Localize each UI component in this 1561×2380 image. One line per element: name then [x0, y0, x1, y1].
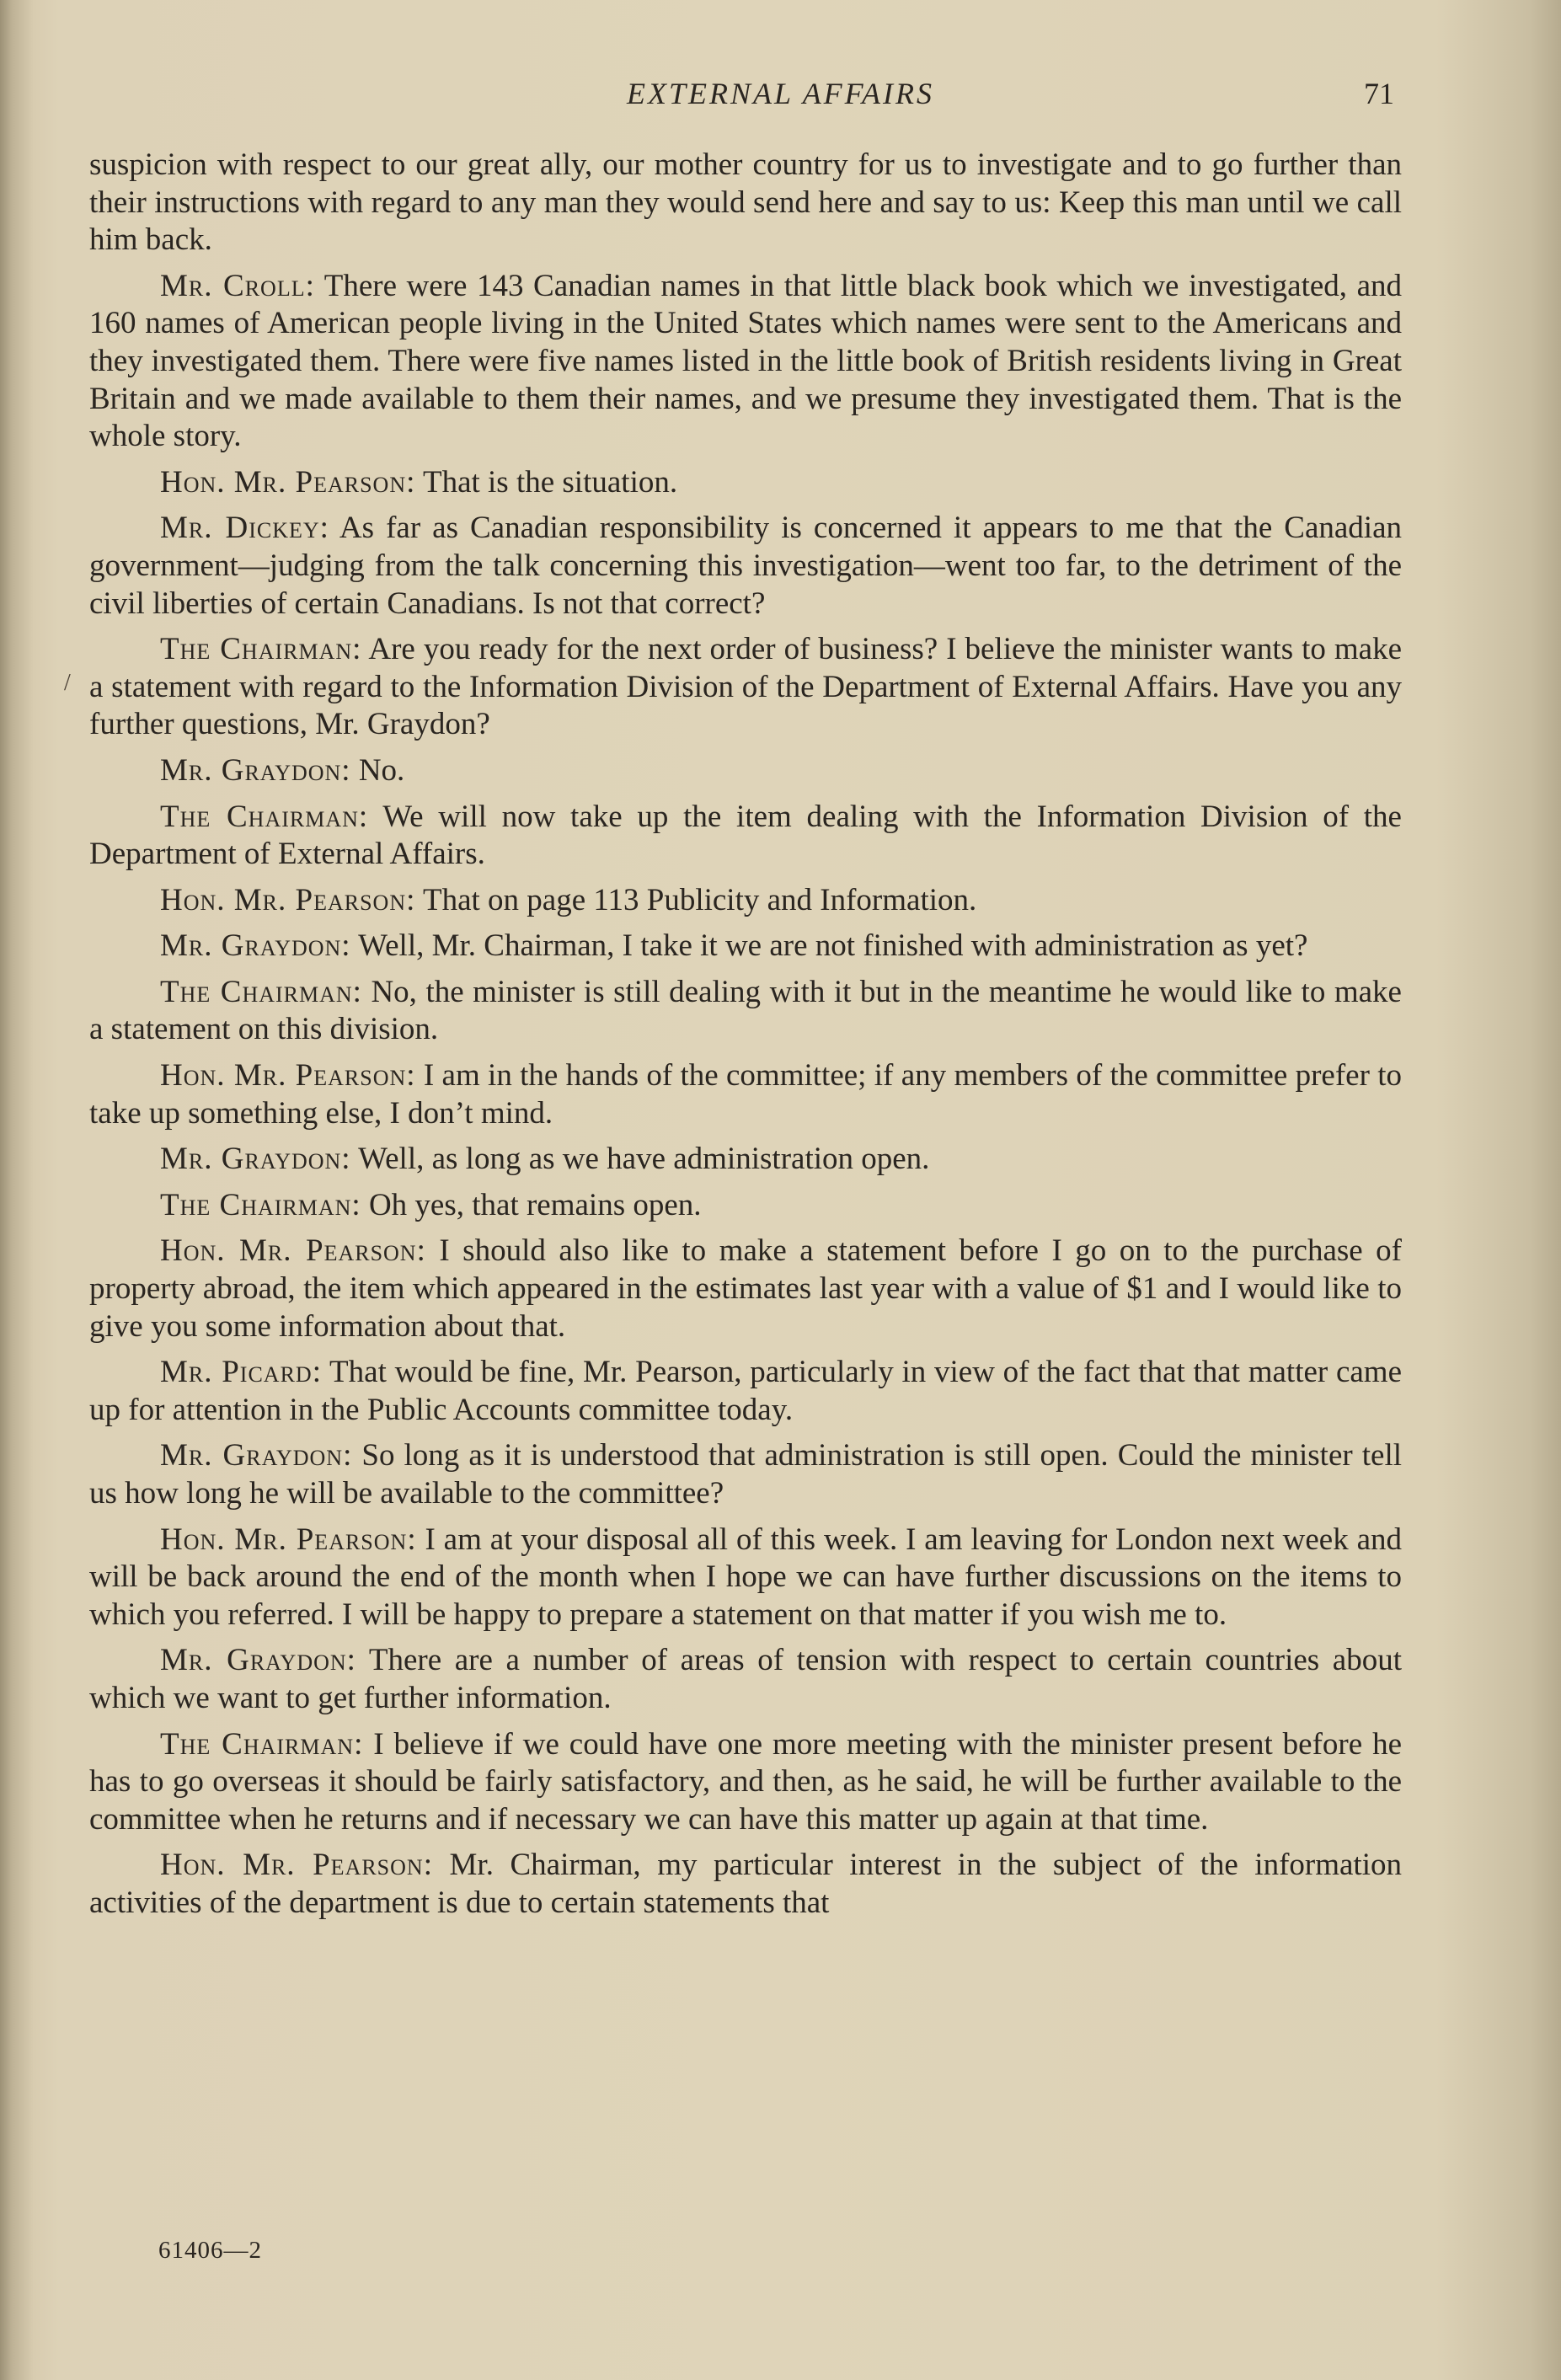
- speaker-name: The Chairman:: [160, 1187, 361, 1222]
- speaker-name: The Chairman:: [160, 632, 362, 667]
- paragraph: [89, 1642, 1402, 1717]
- speaker-name: Mr. Croll:: [160, 268, 315, 303]
- paragraph-text: We will now take up the item dealing with the Information Division of the Department of External Affairs.: [89, 799, 1402, 872]
- speaker-name: Mr. Graydon:: [160, 928, 351, 964]
- speaker-name: Mr. Graydon:: [160, 1438, 353, 1473]
- paragraph-text: As far as Canadian responsibility is concerned it appears to me that the Canadian government—judging from the talk concerning this investigation—went too far, to the detriment of the civil liberties of certain Canadians. Is not that correct?: [89, 511, 1402, 621]
- speaker-name: Hon. Mr. Pearson:: [160, 1058, 416, 1094]
- paragraph-text: I should also like to make a statement before I go on to the purchase of property abroad, the item which appeared in the estimates last year with a value of $1 and I would like to give you some information about that.: [89, 1233, 1403, 1344]
- paragraph-text: Well, as long as we have administration open.: [350, 1142, 930, 1177]
- paragraph-text: Are you ready for the next order of business? I believe the minister wants to make a statement with regard to the Information Division of the Department of External Affairs. Have you any further questions, Mr. Graydon?: [89, 632, 1402, 742]
- paragraph-text: Well, Mr. Chairman, I take it we are not finished with administration as yet?: [350, 928, 1308, 964]
- speaker-name: Hon. Mr. Pearson:: [160, 1233, 426, 1269]
- paragraph: [89, 882, 1402, 920]
- speaker-name: Hon. Mr. Pearson:: [160, 1848, 433, 1883]
- paragraph: [89, 464, 1402, 502]
- paragraph-text: There were 143 Canadian names in that little black book which we investigated, and 160 names of American people living in the United States which names were sent to the Americans and they investigated them. There were five names listed in the little book of British residents living in Great Britain and we made available to them their names, and we presume they investigated them. That is the whole story.: [89, 268, 1402, 454]
- speaker-name: Hon. Mr. Pearson:: [160, 464, 416, 500]
- paragraph-text: suspicion with respect to our great ally, our mother country for us to investigate and to go further than their instructions with regard to any man they would send here and say to us: Keep this man until we call him back.: [89, 147, 1402, 258]
- speaker-name: The Chairman:: [160, 1726, 364, 1762]
- speaker-name: Mr. Graydon:: [160, 1142, 351, 1177]
- paragraph: [89, 1233, 1402, 1345]
- speaker-name: Hon. Mr. Pearson:: [160, 882, 416, 917]
- paragraph: [89, 1726, 1402, 1839]
- paragraph: [89, 1847, 1402, 1922]
- paragraph-text: So long as it is understood that administration is still open. Could the minister tell us how long he will be available to the committee?: [89, 1438, 1403, 1511]
- paragraph-text: There are a number of areas of tension with respect to certain countries about which we want to get further information.: [89, 1643, 1402, 1715]
- paragraph: [89, 928, 1402, 965]
- paragraph: [89, 1522, 1402, 1634]
- speaker-name: Mr. Graydon:: [160, 752, 351, 788]
- speaker-name: The Chairman:: [160, 799, 369, 834]
- paragraph: [89, 1057, 1402, 1132]
- paragraph: [89, 799, 1402, 874]
- paragraph: [89, 1354, 1402, 1429]
- paragraph-text: I am at your disposal all of this week. I am leaving for London next week and will be back around the end of the month when I hope we can have further discussions on the items to which you referred. I will be happy to prepare a statement on that matter if you wish me to.: [89, 1522, 1402, 1632]
- paragraph-text: That would be fine, Mr. Pearson, particularly in view of the fact that that matter came up for attention in the Public Accounts committee today.: [89, 1355, 1402, 1427]
- paragraph: [89, 147, 1402, 259]
- speaker-name: Mr. Dickey:: [160, 511, 329, 546]
- page-number: 71: [1364, 77, 1394, 110]
- paragraph-text: I am in the hands of the committee; if any members of the committee prefer to take up something else, I don’t mind.: [89, 1058, 1402, 1131]
- paragraph-text: No.: [350, 752, 405, 788]
- paragraph: [89, 752, 1402, 790]
- paragraph: [89, 631, 1402, 744]
- paragraph: [89, 1187, 1402, 1225]
- paragraph: [89, 1437, 1402, 1512]
- margin-mark: /: [64, 670, 71, 696]
- speaker-name: The Chairman:: [160, 974, 362, 1009]
- paragraph-text: Mr. Chairman, my particular interest in the subject of the information activities of the department is due to certain statements that: [89, 1848, 1402, 1920]
- paragraph-text: No, the minister is still dealing with it but in the meantime he would like to make a statement on this division.: [89, 974, 1402, 1047]
- paragraph-text: That on page 113 Publicity and Information.: [415, 882, 977, 917]
- speaker-name: Mr. Graydon:: [160, 1643, 356, 1678]
- paragraph: [89, 974, 1402, 1049]
- speaker-name: Hon. Mr. Pearson:: [160, 1522, 417, 1557]
- running-head: EXTERNAL AFFAIRS: [626, 77, 934, 110]
- paragraph: [89, 1141, 1402, 1179]
- paragraph-text: Oh yes, that remains open.: [361, 1187, 702, 1222]
- paragraph: [89, 268, 1402, 456]
- speaker-name: Mr. Picard:: [160, 1355, 322, 1390]
- document-body: [89, 147, 1402, 1931]
- paragraph-text: That is the situation.: [415, 464, 678, 500]
- printer-signature-mark: 61406—2: [158, 2237, 262, 2264]
- page-header: [0, 72, 1561, 115]
- paragraph: [89, 510, 1402, 623]
- paragraph-text: I believe if we could have one more meeting with the minister present before he has to go overseas it should be fairly satisfactory, and then, as he said, he will be further available to the committee when he returns and if necessary we can have this matter up again at that time.: [89, 1726, 1402, 1837]
